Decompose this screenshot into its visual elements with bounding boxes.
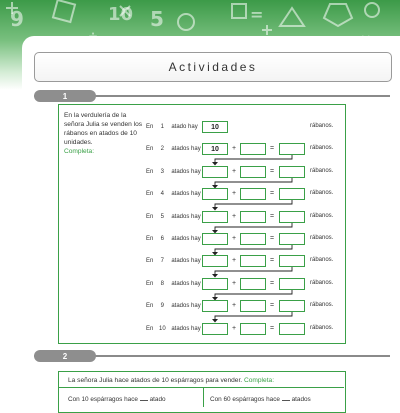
section-2-badge	[34, 350, 96, 362]
result-box[interactable]	[279, 255, 305, 267]
unit-label: rábanos.	[310, 235, 334, 241]
previous-total-box[interactable]: 10	[202, 121, 228, 133]
plus-sign: +	[232, 190, 237, 197]
plus-sign: +	[232, 257, 237, 264]
title-box	[34, 52, 392, 82]
previous-total-box[interactable]	[202, 323, 228, 335]
esparragos-left-sentence: Con 10 espárragos hace atado	[68, 396, 166, 403]
previous-total-box[interactable]	[202, 211, 228, 223]
carry-arrow	[206, 200, 306, 210]
plus-sign: +	[232, 213, 237, 220]
svg-text:10: 10	[108, 4, 134, 25]
carry-arrow	[206, 178, 306, 188]
equals-sign: =	[270, 235, 275, 242]
section-1-badge	[34, 90, 96, 102]
previous-total-box[interactable]	[202, 278, 228, 290]
unit-label: rábanos.	[310, 145, 334, 151]
result-box[interactable]	[279, 323, 305, 335]
carry-arrow	[206, 155, 306, 165]
unit-label: rábanos.	[310, 190, 334, 196]
carry-arrow	[206, 223, 306, 233]
section-2-complete-label: Completa:	[243, 377, 275, 384]
equals-sign: =	[270, 145, 275, 152]
previous-total-box[interactable]: 10	[202, 143, 228, 155]
row-label: En 10 atados hay	[146, 326, 201, 332]
add-ten-box[interactable]	[240, 166, 266, 178]
add-ten-box[interactable]	[240, 233, 266, 245]
row-label: En 5 atados hay	[146, 214, 201, 220]
intro-text: En la verdulería de la señora Julia se venden los rábanos en atados de 10 unidades.	[64, 112, 143, 146]
result-box[interactable]	[279, 233, 305, 245]
equals-sign: =	[270, 280, 275, 287]
plus-sign: +	[232, 145, 237, 152]
row-label: En 1 atado hay	[146, 124, 198, 130]
section-2-divider	[58, 387, 344, 388]
row-label: En 6 atados hay	[146, 236, 201, 242]
svg-text:=: =	[250, 5, 264, 24]
result-box[interactable]	[279, 278, 305, 290]
add-ten-box[interactable]	[240, 278, 266, 290]
section-1-number: 1	[62, 91, 68, 101]
carry-arrow	[206, 290, 306, 300]
unit-label: rábanos.	[310, 213, 334, 219]
add-ten-box[interactable]	[240, 300, 266, 312]
plus-sign: +	[232, 280, 237, 287]
svg-text:9: 9	[10, 7, 24, 31]
unit-label: rábanos.	[310, 168, 334, 174]
equals-sign: =	[270, 168, 275, 175]
row-label: En 9 atados hay	[146, 303, 201, 309]
plus-sign: +	[232, 235, 237, 242]
add-ten-box[interactable]	[240, 211, 266, 223]
section-2-column-divider	[203, 387, 204, 407]
plus-sign: +	[232, 302, 237, 309]
equals-sign: =	[270, 213, 275, 220]
result-box[interactable]	[279, 188, 305, 200]
equals-sign: =	[270, 302, 275, 309]
answer-blank-left[interactable]	[140, 400, 148, 401]
row-label: En 3 atados hay	[146, 169, 201, 175]
result-box[interactable]	[279, 166, 305, 178]
row-label: En 7 atados hay	[146, 258, 201, 264]
unit-label: rábanos.	[310, 123, 334, 129]
result-box[interactable]	[279, 300, 305, 312]
equals-sign: =	[270, 257, 275, 264]
equals-sign: =	[270, 190, 275, 197]
svg-text:5: 5	[150, 7, 164, 31]
add-ten-box[interactable]	[240, 188, 266, 200]
equals-sign: =	[270, 325, 275, 332]
plus-sign: +	[232, 168, 237, 175]
row-label: En 2 atados hay	[146, 146, 201, 152]
result-box[interactable]	[279, 143, 305, 155]
add-ten-box[interactable]	[240, 143, 266, 155]
esparragos-right-sentence: Con 60 espárragos hace atados	[210, 396, 311, 403]
carry-arrow	[206, 245, 306, 255]
carry-arrow	[206, 312, 306, 322]
result-box[interactable]	[279, 211, 305, 223]
row-label: En 4 atados hay	[146, 191, 201, 197]
unit-label: rábanos.	[310, 280, 334, 286]
section-2-intro	[68, 377, 274, 384]
add-ten-box[interactable]	[240, 323, 266, 335]
row-label: En 8 atados hay	[146, 281, 201, 287]
answer-blank-right[interactable]	[282, 400, 290, 401]
previous-total-box[interactable]	[202, 188, 228, 200]
page-title: Actividades	[168, 60, 258, 74]
previous-total-box[interactable]	[202, 166, 228, 178]
unit-label: rábanos.	[310, 302, 334, 308]
plus-sign: +	[232, 325, 237, 332]
section-2-intro-text: La señora Julia hace atados de 10 espárragos para vender.	[68, 377, 243, 384]
add-ten-box[interactable]	[240, 255, 266, 267]
previous-total-box[interactable]	[202, 233, 228, 245]
section-2-number: 2	[62, 351, 68, 361]
previous-total-box[interactable]	[202, 255, 228, 267]
unit-label: rábanos.	[310, 325, 334, 331]
previous-total-box[interactable]	[202, 300, 228, 312]
section-1-intro	[64, 111, 144, 156]
unit-label: rábanos.	[310, 257, 334, 263]
complete-label: Completa:	[64, 148, 95, 155]
carry-arrow	[206, 267, 306, 277]
